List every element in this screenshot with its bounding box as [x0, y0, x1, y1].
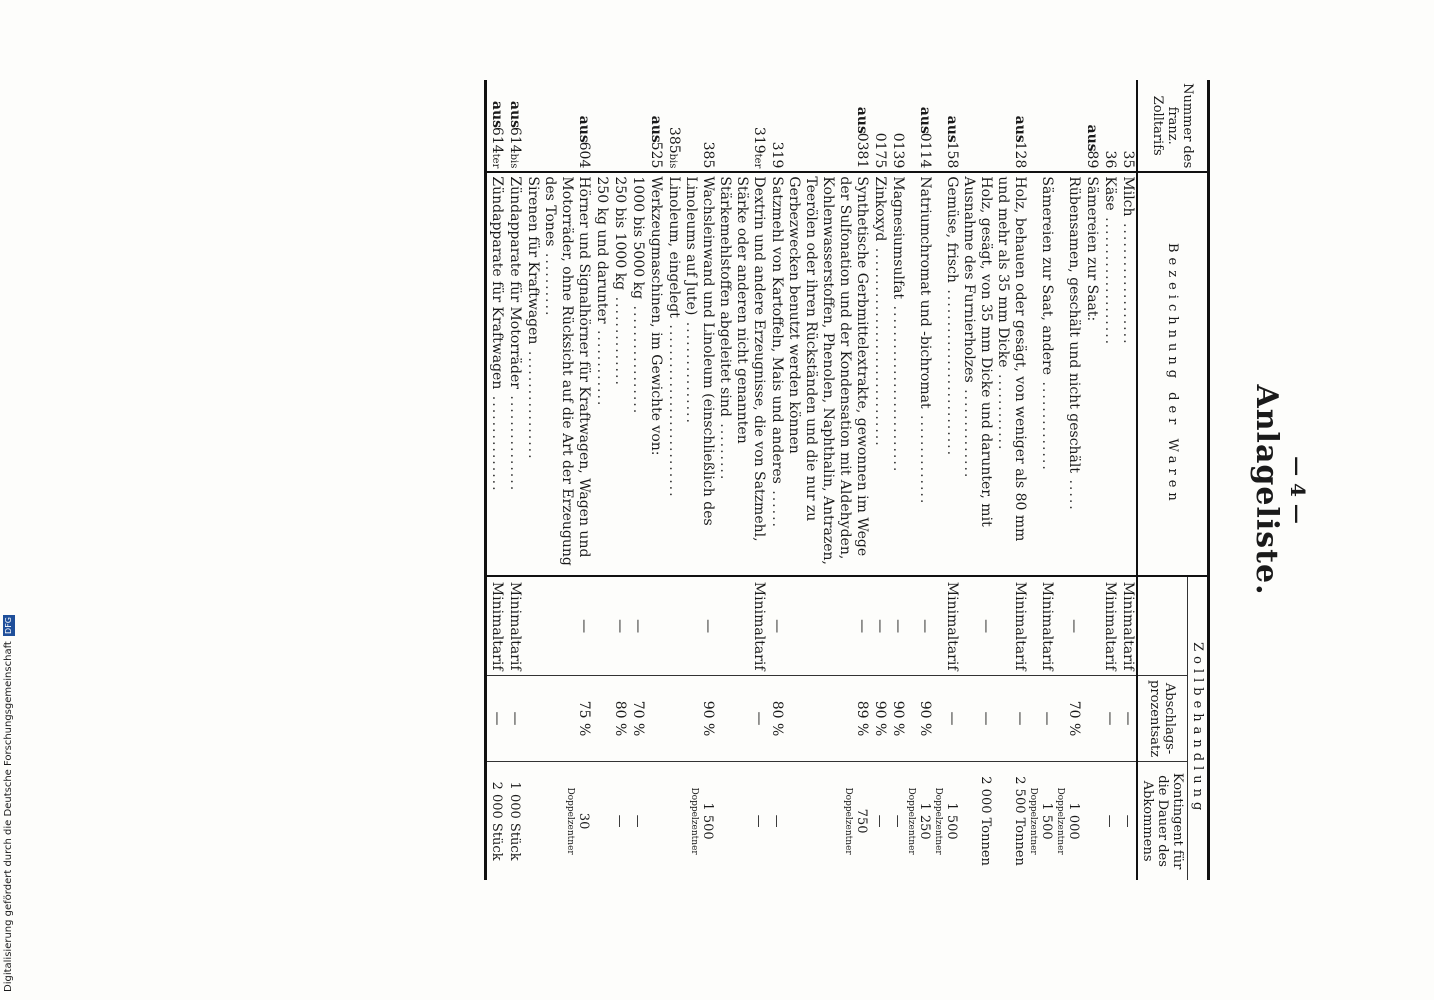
- description-cell: [906, 172, 933, 576]
- tariff-cell: [646, 576, 664, 675]
- tariff-cell: —: [870, 576, 888, 675]
- number-value: 128: [1012, 141, 1028, 169]
- header-tariff: [1137, 576, 1188, 675]
- tariff-cell: —: [628, 576, 646, 675]
- quota-value: —: [1120, 814, 1135, 828]
- quota-unit: Doppelzentner: [1028, 787, 1038, 855]
- quota-cell: [785, 762, 870, 880]
- tariff-number-cell: [1118, 80, 1137, 172]
- quota-value: —: [890, 814, 905, 828]
- tariff-cell: —: [785, 576, 870, 675]
- description-text: Zinkoxyd: [872, 176, 888, 242]
- table-row: [716, 80, 767, 880]
- quota-cell: [716, 762, 767, 880]
- table-row: [541, 80, 592, 880]
- leader-dots: ..............: [1039, 375, 1055, 472]
- description-cell: [716, 172, 767, 576]
- document-page: [180, 80, 1310, 900]
- quota-value: 1 500: [1039, 802, 1054, 840]
- page-title: Anlageliste.: [1249, 384, 1284, 596]
- description-cell: [541, 172, 592, 576]
- tariff-number-cell: [1055, 80, 1082, 172]
- percent-cell: —: [960, 675, 994, 761]
- tariff-number-cell: [960, 80, 994, 172]
- description-cell: [646, 172, 664, 576]
- description-text: 250 kg und darunter: [594, 176, 610, 324]
- leader-dots: ..........: [542, 246, 558, 318]
- tariff-number-cell: [716, 80, 767, 172]
- percent-cell: —: [716, 675, 767, 761]
- tariff-cell: —: [906, 576, 933, 675]
- tariff-cell: [1082, 576, 1100, 675]
- leader-dots: ..............: [961, 382, 977, 480]
- tariff-cell: —: [767, 576, 785, 675]
- description-text: Linoleum, eingelegt: [666, 176, 682, 318]
- dfg-logo: DFG: [4, 617, 13, 634]
- description-cell: [1028, 172, 1055, 576]
- percent-cell: [664, 675, 682, 761]
- quota-cell: [1055, 762, 1082, 880]
- quota-cell: [870, 762, 888, 880]
- description-text: Milch: [1120, 176, 1136, 217]
- quota-unit: Doppelzentner: [1055, 787, 1065, 855]
- percent-cell: —: [1028, 675, 1055, 761]
- tariff-cell: —: [960, 576, 994, 675]
- percent-cell: 90 %: [888, 675, 906, 761]
- description-text: Wachsleinwand und Linoleum (einschließlich des Linoleums auf Jute): [683, 176, 716, 526]
- quota-cell: [486, 762, 506, 880]
- tariff-number-cell: [1100, 80, 1118, 172]
- tariff-cell: —: [888, 576, 906, 675]
- tariff-cell: Minimaltarif: [716, 576, 767, 675]
- quota-value: —: [630, 814, 645, 828]
- table-row: [664, 80, 682, 880]
- description-text: Sirenen für Kraftwagen: [525, 176, 541, 345]
- tariff-number-cell: [664, 80, 682, 172]
- number-prefix: aus: [489, 100, 505, 129]
- quota-value: —: [1102, 814, 1117, 828]
- number-prefix: aus: [917, 106, 933, 134]
- quota-unit: Doppelzentner: [843, 787, 853, 855]
- percent-cell: 90 %: [682, 675, 716, 761]
- number-value: 385: [666, 126, 682, 154]
- leader-dots: ............: [594, 323, 610, 408]
- page-header: [1238, 80, 1310, 900]
- tariff-cell: [592, 576, 610, 675]
- tariff-number-cell: [523, 80, 541, 172]
- quota-value: —: [751, 814, 766, 828]
- table-row: [523, 80, 541, 880]
- number-value: 0175: [872, 132, 888, 169]
- header-number: Nummer des franz. Zolltarifs: [1137, 80, 1209, 172]
- description-text: Synthetische Gerbmittelextrakte, gewonnen im Wege der Sulfonation und der Kondensation mit Aldehyden, Kohlenwasserstoffen, Phenolen, Naphthalin, Antrazen, Teerölen oder ihren Rückständen und die nur zu Gerbezwecken benutzt werden können: [786, 176, 870, 565]
- tariff-cell: —: [1055, 576, 1082, 675]
- percent-cell: [592, 675, 610, 761]
- tariff-number-cell: [906, 80, 933, 172]
- leader-dots: ...............: [507, 388, 523, 493]
- leader-dots: ....................: [1102, 210, 1118, 347]
- percent-cell: —: [486, 675, 506, 761]
- quota-value: —: [872, 814, 887, 828]
- tariff-cell: —: [541, 576, 592, 675]
- table-row: [960, 80, 994, 880]
- number-prefix: aus: [1012, 115, 1028, 143]
- number-value: 604: [576, 141, 592, 169]
- leader-dots: ...........................: [666, 317, 682, 499]
- table-body: [486, 80, 1138, 880]
- quota-value: —: [612, 814, 627, 828]
- leader-dots: ............: [995, 367, 1011, 452]
- percent-cell: —: [994, 675, 1028, 761]
- leader-dots: ..............: [917, 408, 933, 506]
- table-row: [1055, 80, 1082, 880]
- tariff-cell: Minimaltarif: [486, 576, 506, 675]
- tariff-number-cell: [682, 80, 716, 172]
- number-value: 614: [507, 126, 523, 154]
- number-prefix: aus: [854, 106, 870, 134]
- table-row: [1082, 80, 1100, 880]
- quota-cell: [933, 762, 960, 880]
- quota-cell: [628, 762, 646, 880]
- description-cell: [960, 172, 994, 576]
- description-text: Holz, behauen oder gesägt, von weniger als 80 mm und mehr als 35 mm Dicke: [995, 176, 1028, 542]
- number-value: 0381: [854, 132, 870, 169]
- table-row: [505, 80, 523, 880]
- table-row: [486, 80, 506, 880]
- description-text: Magnesiumsulfat: [890, 176, 906, 300]
- number-prefix: aus: [1084, 124, 1100, 152]
- table-row: [628, 80, 646, 880]
- credit-text: Digitalisierung gefördert durch die Deutsche Forschungsgemeinschaft: [3, 641, 14, 992]
- quota-value: 1 250: [917, 802, 932, 840]
- quota-value: 30: [576, 812, 591, 830]
- header-description: Bezeichnung der Waren: [1137, 172, 1209, 576]
- percent-cell: 80 %: [610, 675, 628, 761]
- description-text: Dextrin und andere Erzeugnisse, die von Satzmehl, Stärke oder anderen nicht genannten Stärkemehlstoffen abgeleitet sind: [717, 176, 767, 542]
- table-row: [767, 80, 785, 880]
- header-treatment: Zollbehandlung: [1188, 576, 1209, 880]
- tariff-number-cell: [541, 80, 592, 172]
- percent-cell: 90 %: [870, 675, 888, 761]
- quota-cell: [541, 762, 592, 880]
- tariff-cell: Minimaltarif: [505, 576, 523, 675]
- table-row: [870, 80, 888, 880]
- quota-cell: [682, 762, 716, 880]
- description-cell: [610, 172, 628, 576]
- description-cell: [1082, 172, 1100, 576]
- number-value: 0114: [917, 132, 933, 169]
- percent-cell: [646, 675, 664, 761]
- quota-unit: Doppelzentner: [565, 787, 575, 855]
- table-row: [994, 80, 1028, 880]
- description-text: Käse: [1102, 176, 1118, 211]
- quota-cell: [888, 762, 906, 880]
- description-text: Sämereien zur Saat:: [1084, 176, 1100, 322]
- leader-dots: ..............: [612, 290, 628, 387]
- tariff-cell: —: [610, 576, 628, 675]
- quota-unit: Doppelzentner: [689, 787, 699, 855]
- number-suffix: ter: [752, 153, 763, 169]
- description-cell: [767, 172, 785, 576]
- quota-cell: [1100, 762, 1118, 880]
- number-value: 36: [1102, 150, 1118, 169]
- number-suffix: bis: [667, 153, 678, 169]
- page-number: — 4 —: [1286, 456, 1310, 524]
- quota-value: —: [769, 814, 784, 828]
- quota-cell: [960, 762, 994, 880]
- description-cell: [592, 172, 610, 576]
- quota-cell: [1082, 762, 1100, 880]
- percent-cell: 80 %: [767, 675, 785, 761]
- tariff-number-cell: [486, 80, 506, 172]
- description-text: Sämereien zur Saat, andere: [1039, 176, 1055, 376]
- table-header-row: [1188, 80, 1209, 880]
- description-cell: [486, 172, 506, 576]
- quota-value: 1 000 Stück: [507, 781, 522, 861]
- tariff-number-cell: [888, 80, 906, 172]
- quota-value: 750: [854, 808, 869, 834]
- leader-dots: ................: [683, 315, 699, 425]
- number-value: 614: [489, 126, 505, 154]
- description-text: 250 bis 1000 kg: [612, 176, 628, 291]
- number-prefix: aus: [648, 115, 664, 143]
- tariff-cell: Minimaltarif: [1028, 576, 1055, 675]
- leader-dots: .....: [1066, 473, 1082, 512]
- tariff-number-cell: [785, 80, 870, 172]
- table-row: [610, 80, 628, 880]
- quota-cell: [610, 762, 628, 880]
- leader-dots: ..........................: [890, 299, 906, 474]
- quota-value: 2 000 Tonnen: [978, 776, 993, 866]
- leader-dots: .................: [630, 299, 646, 416]
- number-suffix: bis: [508, 153, 519, 169]
- quota-value: 1 500: [944, 802, 959, 840]
- description-cell: [664, 172, 682, 576]
- percent-cell: 90 %: [906, 675, 933, 761]
- number-value: 319: [769, 141, 785, 169]
- leader-dots: ...................: [1120, 216, 1136, 346]
- quota-cell: [664, 762, 682, 880]
- quota-cell: [994, 762, 1028, 880]
- number-value: 385: [700, 141, 716, 169]
- percent-cell: 75 %: [541, 675, 592, 761]
- tariff-number-cell: [933, 80, 960, 172]
- table-row: [682, 80, 716, 880]
- quota-cell: [1118, 762, 1137, 880]
- percent-cell: —: [505, 675, 523, 761]
- description-text: Holz, gesägt, von 35 mm Dicke und darunter, mit Ausnahme des Furnierholzes: [961, 176, 994, 527]
- percent-cell: —: [1100, 675, 1118, 761]
- goods-table: [484, 80, 1210, 880]
- quota-value: 2 500 Tonnen: [1012, 776, 1027, 866]
- percent-cell: —: [933, 675, 960, 761]
- leader-dots: ..........................: [944, 282, 960, 458]
- quota-cell: [906, 762, 933, 880]
- description-cell: [628, 172, 646, 576]
- description-cell: [870, 172, 888, 576]
- quota-unit: Doppelzentner: [906, 787, 916, 855]
- tariff-number-cell: [767, 80, 785, 172]
- table-row: [1118, 80, 1137, 880]
- header-percent: Abschlags-prozentsatz: [1137, 675, 1188, 761]
- description-cell: [1100, 172, 1118, 576]
- table-row: [1028, 80, 1055, 880]
- number-value: 319: [751, 126, 767, 154]
- tariff-cell: Minimaltarif: [1118, 576, 1137, 675]
- leader-dots: .................: [525, 344, 541, 461]
- tariff-cell: Minimaltarif: [994, 576, 1028, 675]
- quota-value: 1 500: [700, 802, 715, 840]
- description-text: Werkzeugmaschinen, im Gewichte von:: [648, 176, 664, 456]
- table-row: [785, 80, 870, 880]
- table-row: [888, 80, 906, 880]
- tariff-number-cell: [870, 80, 888, 172]
- quota-cell: [523, 762, 541, 880]
- tariff-number-cell: [1082, 80, 1100, 172]
- number-suffix: ter: [490, 153, 501, 169]
- tariff-number-cell: [505, 80, 523, 172]
- description-text: Satzmehl von Kartoffeln, Mais und anderes: [769, 176, 785, 484]
- tariff-number-cell: [628, 80, 646, 172]
- description-cell: [505, 172, 523, 576]
- description-text: 1000 bis 5000 kg: [630, 176, 646, 300]
- description-text: Zündapparate für Kraftwagen: [489, 176, 505, 390]
- tariff-number-cell: [994, 80, 1028, 172]
- description-text: Natriumchromat und -bichromat: [917, 176, 933, 409]
- quota-cell: [592, 762, 610, 880]
- description-cell: [523, 172, 541, 576]
- table-row: [933, 80, 960, 880]
- table-row: [906, 80, 933, 880]
- description-cell: [1118, 172, 1137, 576]
- header-quota: Kontingent für die Dauer des Abkommens: [1137, 762, 1188, 880]
- description-text: Gemüse, frisch: [944, 176, 960, 283]
- leader-dots: ......: [769, 483, 785, 529]
- number-value: 158: [944, 141, 960, 169]
- tariff-cell: —: [682, 576, 716, 675]
- tariff-number-cell: [610, 80, 628, 172]
- description-cell: [682, 172, 716, 576]
- percent-cell: 70 %: [628, 675, 646, 761]
- tariff-cell: [523, 576, 541, 675]
- number-value: 89: [1084, 150, 1100, 169]
- leader-dots: ...............................: [872, 241, 888, 448]
- quota-value: 1 000: [1066, 802, 1081, 840]
- quota-cell: [505, 762, 523, 880]
- description-cell: [888, 172, 906, 576]
- quota-value: 2 000 Stück: [489, 781, 504, 861]
- tariff-number-cell: [646, 80, 664, 172]
- number-prefix: aus: [507, 100, 523, 129]
- digitalisation-credit: [2, 2, 16, 992]
- number-value: 0139: [890, 132, 906, 169]
- percent-cell: [523, 675, 541, 761]
- number-value: 35: [1120, 150, 1136, 169]
- leader-dots: ...............: [489, 389, 505, 493]
- leader-dots: .........: [717, 416, 733, 482]
- tariff-cell: [664, 576, 682, 675]
- table-row: [592, 80, 610, 880]
- tariff-number-cell: [1028, 80, 1055, 172]
- percent-cell: 70 %: [1055, 675, 1082, 761]
- tariff-number-cell: [592, 80, 610, 172]
- table-row: [646, 80, 664, 880]
- description-cell: [785, 172, 870, 576]
- quota-cell: [646, 762, 664, 880]
- number-prefix: aus: [944, 115, 960, 143]
- tariff-cell: Minimaltarif: [1100, 576, 1118, 675]
- tariff-cell: Minimaltarif: [933, 576, 960, 675]
- description-text: Rübensamen, geschält und nicht geschält: [1066, 176, 1082, 474]
- percent-cell: —: [1118, 675, 1137, 761]
- percent-cell: [1082, 675, 1100, 761]
- quota-unit: Doppelzentner: [933, 787, 943, 855]
- quota-cell: [1028, 762, 1055, 880]
- description-cell: [933, 172, 960, 576]
- description-cell: [1055, 172, 1082, 576]
- quota-cell: [767, 762, 785, 880]
- description-cell: [994, 172, 1028, 576]
- table-row: [1100, 80, 1118, 880]
- percent-cell: 89 %: [785, 675, 870, 761]
- description-text: Zündapparate für Motorräder: [507, 176, 523, 389]
- number-value: 525: [648, 141, 664, 169]
- number-prefix: aus: [576, 115, 592, 143]
- description-text: Hörner und Signalhörner für Kraftwagen, Wagen und Motorräder, ohne Rücksicht auf die Art der Erzeugung des Tones: [542, 176, 592, 566]
